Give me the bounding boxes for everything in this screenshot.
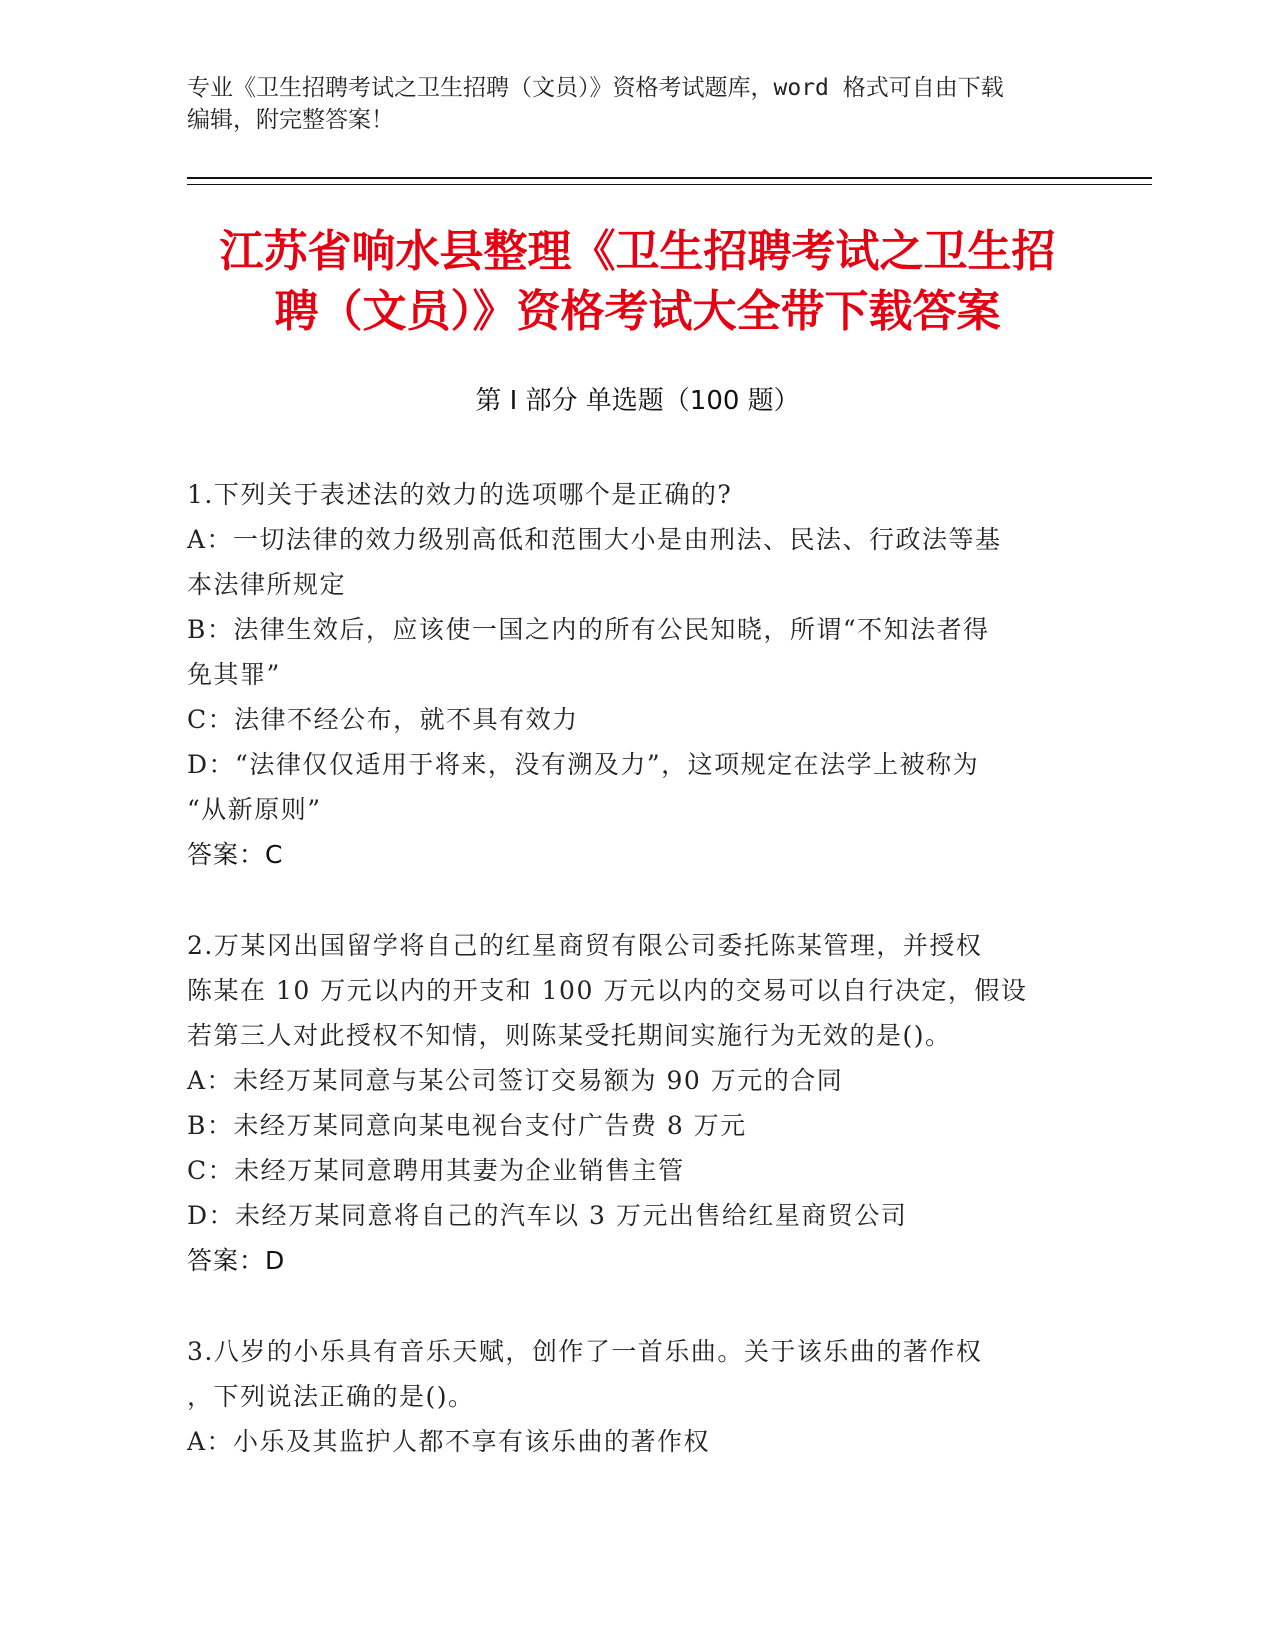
header-note [187,72,1067,136]
option-b-cont: 免其罪” [187,660,281,689]
question-stem: ，下列说法正确的是()。 [187,1382,475,1411]
option-a: A：一切法律的效力级别高低和范围大小是由刑法、民法、行政法等基 [187,525,1002,554]
header-note-line: 编辑，附完整答案！ [187,107,394,133]
option-a: A：小乐及其监护人都不享有该乐曲的著作权 [187,1427,711,1456]
document-title [150,222,1125,342]
header-divider-thick [187,177,1152,179]
question-item [187,923,1067,1283]
question-stem: 2.万某冈出国留学将自己的红星商贸有限公司委托陈某管理，并授权 [187,931,983,960]
option-d: D：“法律仅仅适用于将来，没有溯及力”，这项规定在法学上被称为 [187,750,980,779]
option-d-cont: “从新原则” [187,795,322,824]
question-stem: 陈某在 10 万元以内的开支和 100 万元以内的交易可以自行决定，假设 [187,976,1028,1005]
answer-label: 答案：D [187,1246,286,1275]
option-b: B：未经万某同意向某电视台支付广告费 8 万元 [187,1111,747,1140]
header-divider-thin [187,184,1152,185]
option-a: A：未经万某同意与某公司签订交易额为 90 万元的合同 [187,1066,844,1095]
header-note-line: 专业《卫生招聘考试之卫生招聘（文员）》资格考试题库，word 格式可自由下载 [187,75,1004,101]
question-stem: 1.下列关于表述法的效力的选项哪个是正确的? [187,480,733,509]
option-c: C：未经万某同意聘用其妻为企业销售主管 [187,1156,685,1185]
document-title-line: 聘（文员）》资格考试大全带下载答案 [274,286,1001,337]
document-title-line: 江苏省响水县整理《卫生招聘考试之卫生招 [219,226,1056,277]
section-title: 第 I 部分 单选题（100 题） [475,386,800,416]
option-d: D：未经万某同意将自己的汽车以 3 万元出售给红星商贸公司 [187,1201,908,1230]
question-item [187,1329,1067,1464]
option-b: B：法律生效后，应该使一国之内的所有公民知晓，所谓“不知法者得 [187,615,990,644]
option-a-cont: 本法律所规定 [187,570,347,599]
answer-label: 答案：C [187,840,284,869]
question-stem: 若第三人对此授权不知情，则陈某受托期间实施行为无效的是()。 [187,1021,952,1050]
question-stem: 3.八岁的小乐具有音乐天赋，创作了一首乐曲。关于该乐曲的著作权 [187,1337,983,1366]
question-spacer [187,1283,1067,1329]
question-item [187,472,1067,877]
question-spacer [187,877,1067,923]
option-c: C：法律不经公布，就不具有效力 [187,705,579,734]
question-list [187,472,1067,1464]
